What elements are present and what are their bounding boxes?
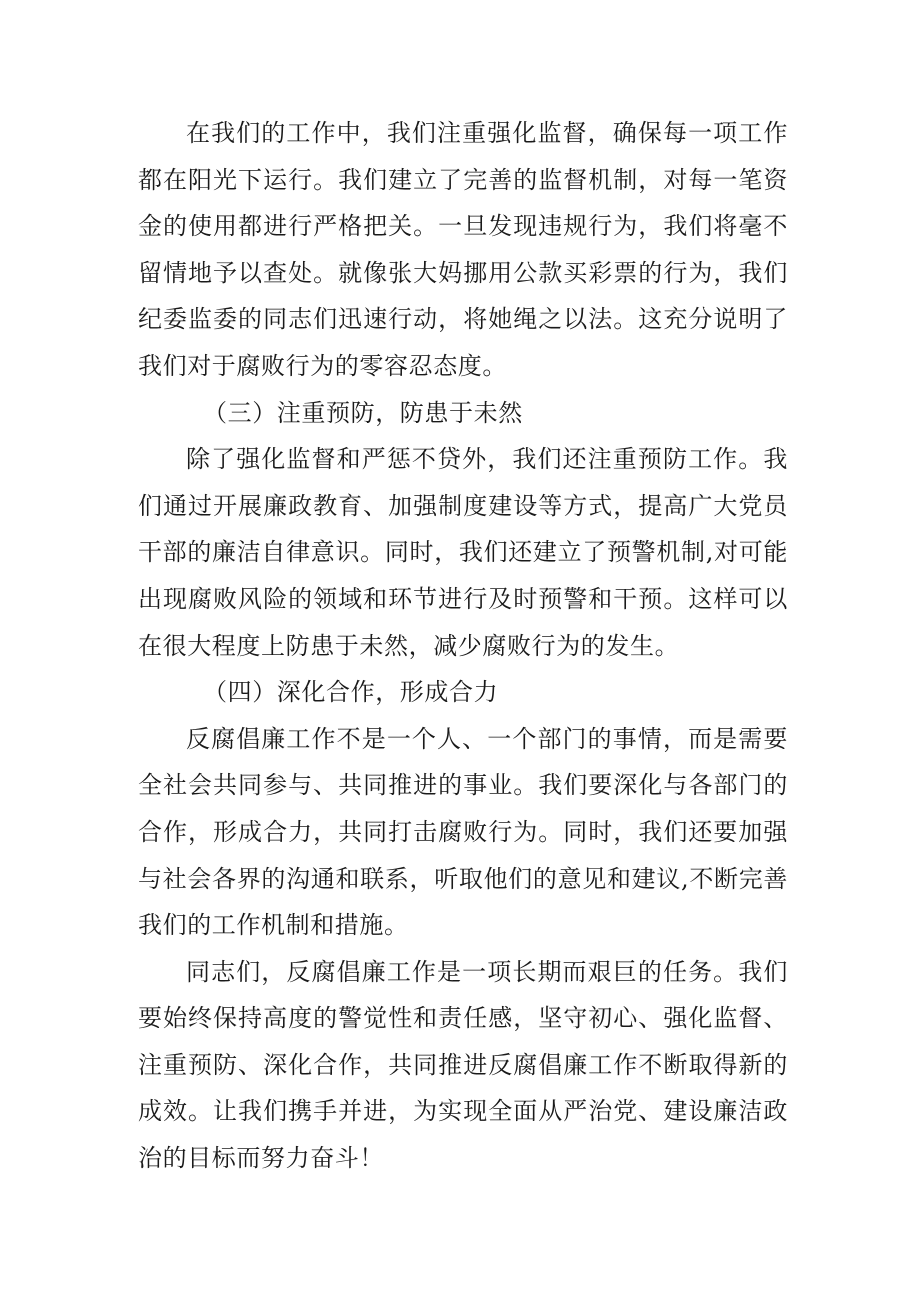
paragraph-supervision: 在我们的工作中，我们注重强化监督，确保每一项工作都在阳光下运行。我们建立了完善的监督机制，对每一笔资金的使用都进行严格把关。一旦发现违规行为，我们将毫不留情地予以查处。就像张大妈挪用公款买彩票的行为，我们纪委监委的同志们迅速行动，将她绳之以法。这充分说明了我们对于腐败行为的零容忍态度。 [138, 119, 788, 380]
document-body [138, 110, 788, 1182]
paragraph-prevention: 除了强化监督和严惩不贷外，我们还注重预防工作。我们通过开展廉政教育、加强制度建设等方式，提高广大党员干部的廉洁自律意识。同时，我们还建立了预警机制,对可能出现腐败风险的领域和环节进行及时预警和干预。这样可以在很大程度上防患于未然，减少腐败行为的发生。 [138, 445, 788, 660]
paragraph-cooperation: 反腐倡廉工作不是一个人、一个部门的事情，而是需要全社会共同参与、共同推进的事业。我们要深化与各部门的合作，形成合力，共同打击腐败行为。同时，我们还要加强与社会各界的沟通和联系，听取他们的意见和建议,不断完善我们的工作机制和措施。 [138, 724, 788, 940]
paragraph-conclusion: 同志们，反腐倡廉工作是一项长期而艰巨的任务。我们要始终保持高度的警觉性和责任感，坚守初心、强化监督、注重预防、深化合作，共同推进反腐倡廉工作不断取得新的成效。让我们携手并进，为实现全面从严治党、建设廉洁政治的目标而努力奋斗！ [138, 957, 788, 1173]
section-heading-prevention: （三）注重预防，防患于未然 [203, 398, 523, 427]
section-heading-cooperation: （四）深化合作，形成合力 [203, 678, 499, 707]
